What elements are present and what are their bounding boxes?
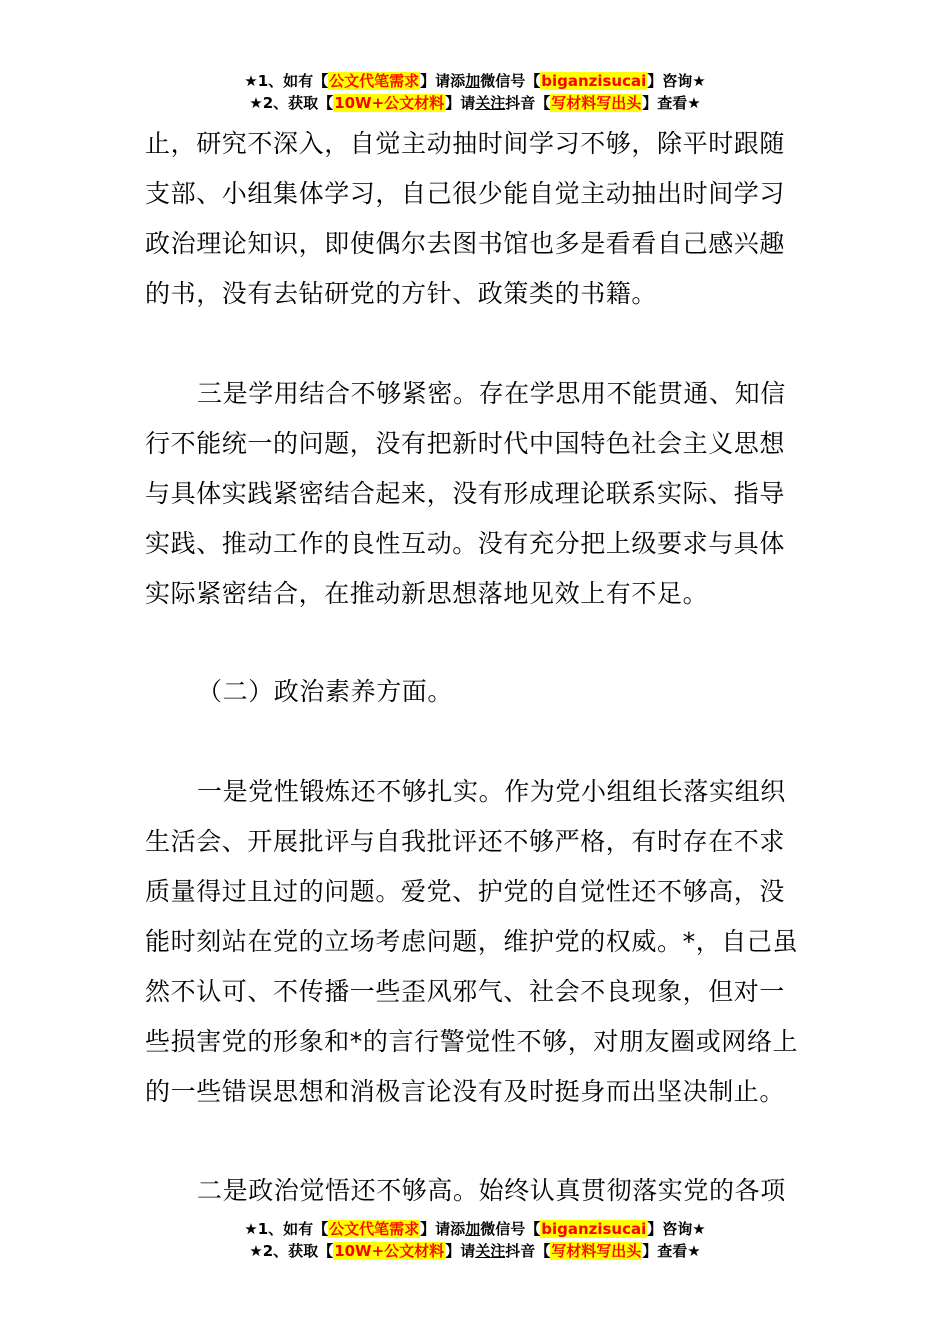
paragraph-line: 能时刻站在党的立场考虑问题，维护党的权威。*，自己虽 (145, 927, 799, 956)
footer-line-1-mid-1: 】请添 (420, 1220, 466, 1238)
paragraph-line: 实际紧密结合，在推动新思想落地见效上有不足。 (145, 579, 709, 608)
header-line-2-suffix: 】查看★ (642, 94, 701, 112)
footer-line-1 (0, 1218, 950, 1240)
footer-banner (0, 1218, 950, 1262)
paragraph-2 (145, 369, 809, 619)
footer-line-2-mid-1: 】请 (445, 1242, 476, 1260)
footer-line-2-highlight-1: 10W+公文材料 (334, 1242, 445, 1260)
paragraph-5 (145, 1166, 809, 1216)
paragraph-line: 二是政治觉悟还不够高。始终认真贯彻落实党的各项 (197, 1176, 786, 1205)
paragraph-line: 止，研究不深入，自觉主动抽时间学习不够，除平时跟随 (145, 129, 786, 158)
footer-line-1-highlight-1: 公文代笔需求 (329, 1220, 420, 1238)
footer-line-1-mid-2: 微信号【 (480, 1220, 541, 1238)
header-line-1-mid-1: 】请添 (420, 72, 466, 90)
footer-line-1-underlined: 加 (465, 1220, 481, 1238)
footer-line-1-highlight-2: biganzisucai (541, 1220, 647, 1238)
header-line-2-prefix: ★2、获取【 (249, 94, 334, 112)
paragraph-line: 行不能统一的问题，没有把新时代中国特色社会主义思想 (145, 429, 786, 458)
header-line-1 (0, 70, 950, 92)
paragraph-line: 质量得过且过的问题。爱党、护党的自觉性还不够高，没 (145, 877, 786, 906)
header-line-2-highlight-2: 写材料写出头 (551, 94, 642, 112)
section-heading-text: （二）政治素养方面。 (197, 677, 454, 706)
header-line-1-mid-2: 微信号【 (480, 72, 541, 90)
header-line-1-highlight-1: 公文代笔需求 (329, 72, 420, 90)
section-heading (145, 667, 809, 717)
footer-line-2 (0, 1240, 950, 1262)
header-line-1-suffix: 】咨询★ (647, 72, 706, 90)
header-line-2-highlight-1: 10W+公文材料 (334, 94, 445, 112)
footer-line-2-mid-2: 抖音【 (505, 1242, 551, 1260)
header-line-2-mid-2: 抖音【 (505, 94, 551, 112)
paragraph-line: 支部、小组集体学习，自己很少能自觉主动抽出时间学习 (145, 179, 786, 208)
paragraph-line: 政治理论知识，即使偶尔去图书馆也多是看看自己感兴趣 (145, 229, 786, 258)
footer-line-1-prefix: ★1、如有【 (244, 1220, 329, 1238)
paragraph-line: 与具体实践紧密结合起来，没有形成理论联系实际、指导 (145, 479, 786, 508)
header-banner (0, 70, 950, 114)
paragraph-line: 的一些错误思想和消极言论没有及时挺身而出坚决制止。 (145, 1077, 786, 1106)
header-line-2-underlined: 关注 (475, 94, 506, 112)
paragraph-line: 然不认可、不传播一些歪风邪气、社会不良现象，但对一 (145, 977, 786, 1006)
paragraph-line: 三是学用结合不够紧密。存在学思用不能贯通、知信 (197, 379, 786, 408)
header-line-1-prefix: ★1、如有【 (244, 72, 329, 90)
paragraph-line: 些损害党的形象和*的言行警觉性不够，对朋友圈或网络上 (145, 1027, 799, 1056)
paragraph-line: 一是党性锻炼还不够扎实。作为党小组组长落实组织 (197, 777, 786, 806)
header-line-1-highlight-2: biganzisucai (541, 72, 647, 90)
header-line-1-underlined: 加 (465, 72, 481, 90)
footer-line-1-suffix: 】咨询★ (647, 1220, 706, 1238)
header-line-2 (0, 92, 950, 114)
paragraph-line: 的书，没有去钻研党的方针、政策类的书籍。 (145, 279, 658, 308)
footer-line-2-underlined: 关注 (475, 1242, 506, 1260)
paragraph-4 (145, 767, 809, 1117)
paragraph-line: 生活会、开展批评与自我批评还不够严格，有时存在不求 (145, 827, 786, 856)
footer-line-2-suffix: 】查看★ (642, 1242, 701, 1260)
footer-line-2-prefix: ★2、获取【 (249, 1242, 334, 1260)
paragraph-line: 实践、推动工作的良性互动。没有充分把上级要求与具体 (145, 529, 786, 558)
paragraph-1 (145, 119, 809, 319)
footer-line-2-highlight-2: 写材料写出头 (551, 1242, 642, 1260)
header-line-2-mid-1: 】请 (445, 94, 476, 112)
